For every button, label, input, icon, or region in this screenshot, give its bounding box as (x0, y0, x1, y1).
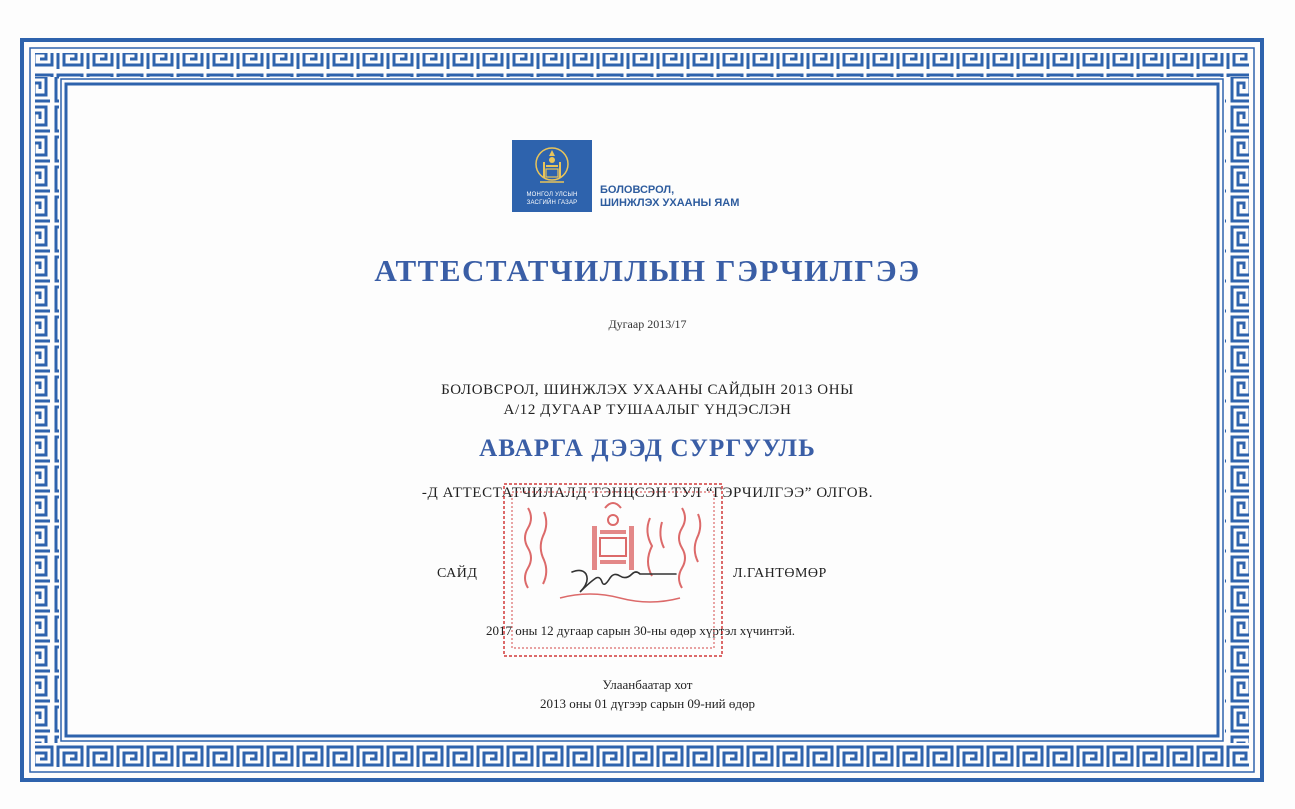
handwritten-signature-icon (570, 560, 690, 600)
government-emblem (512, 140, 592, 212)
basis-line-1: БОЛОВСРОЛ, ШИНЖЛЭХ УХААНЫ САЙДЫН 2013 ОНЫ (441, 382, 854, 398)
emblem-caption-1: МОНГОЛ УЛСЫН (526, 192, 578, 198)
signatory-name: Л.ГАНТӨМӨР (733, 566, 827, 581)
ministry-name-line-1: БОЛОВСРОЛ, (600, 184, 675, 196)
issue-city: Улаанбаатар хот (602, 677, 693, 692)
ministry-name-line-2: ШИНЖЛЭХ УХААНЫ ЯАМ (600, 197, 740, 209)
ministry-name (600, 184, 820, 210)
basis-line-2: А/12 ДУГААР ТУШААЛЫГ ҮНДЭСЛЭН (503, 402, 792, 418)
institution-name: АВАРГА ДЭЭД СУРГУУЛЬ (479, 435, 816, 462)
soyombo-emblem-icon (512, 142, 592, 192)
certificate-title: АТТЕСТАТЧИЛЛЫН ГЭРЧИЛГЭЭ (374, 253, 921, 288)
issue-date: 2013 оны 01 дүгээр сарын 09-ний өдөр (539, 696, 755, 711)
award-statement: -Д АТТЕСТАТЧИЛАЛД ТЭНЦСЭН ТУЛ “ГЭРЧИЛГЭЭ” ОЛГОВ. (421, 485, 874, 501)
emblem-caption-2: ЗАСГИЙН ГАЗАР (526, 200, 578, 206)
validity-statement: 2017 оны 12 дугаар сарын 30-ны өдөр хүртэл хүчинтэй. (485, 623, 796, 638)
signatory-title: САЙД (437, 566, 478, 581)
certificate-number: Дугаар 2013/17 (608, 317, 687, 331)
